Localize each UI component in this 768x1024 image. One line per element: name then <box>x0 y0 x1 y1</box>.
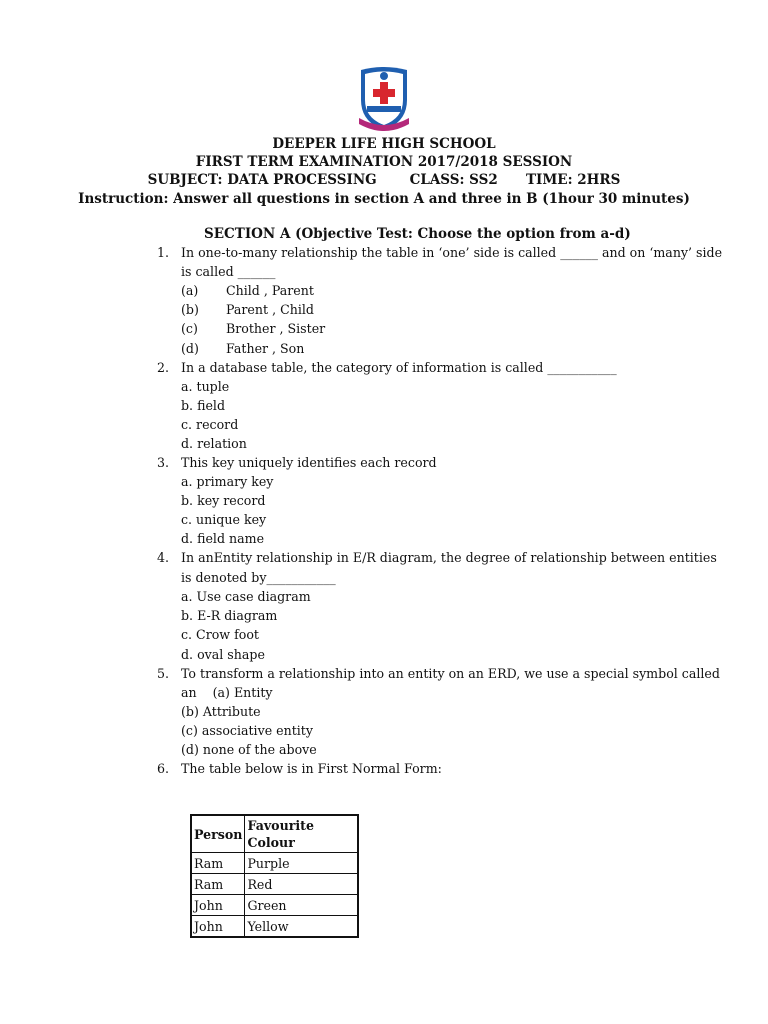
option-letter: (a) <box>181 283 199 298</box>
table-row <box>191 874 358 895</box>
school-crest-logo <box>355 66 413 136</box>
option-text: Brother , Sister <box>226 321 326 336</box>
question-text: This key uniquely identifies each record <box>181 455 437 470</box>
option-line: d. oval shape <box>181 647 265 662</box>
option-text: Parent , Child <box>226 302 314 317</box>
table-cell: Ram <box>191 853 245 874</box>
option-line: b. key record <box>181 493 266 508</box>
option-line: a. primary key <box>181 474 274 489</box>
exam-title: FIRST TERM EXAMINATION 2017/2018 SESSION <box>195 154 573 170</box>
question-text: In one-to-many relationship the table in ‘one’ side is called ______ and on ‘many’ side <box>181 245 723 260</box>
question-text: In a database table, the category of information is called ___________ <box>181 360 617 375</box>
question-text-continued: an (a) Entity <box>181 685 273 700</box>
option-text: Father , Son <box>226 341 305 356</box>
option-line: c. record <box>181 417 239 432</box>
option-line: b. field <box>181 398 226 413</box>
table-cell: Yellow <box>245 916 359 938</box>
table-cell: Purple <box>245 853 359 874</box>
first-normal-form-table <box>190 814 359 938</box>
option-line: a. Use case diagram <box>181 589 311 604</box>
question-text: In anEntity relationship in E/R diagram, the degree of relationship between entities <box>181 550 717 565</box>
option-line: c. unique key <box>181 512 267 527</box>
table-header-cell: Person <box>191 815 245 853</box>
option-letter: (c) <box>181 321 198 336</box>
section-a-title: SECTION A (Objective Test: Choose the option from a-d) <box>204 226 631 242</box>
table-row <box>191 895 358 916</box>
instruction-line: Instruction: Answer all questions in section A and three in B (1hour 30 minutes) <box>78 191 690 207</box>
option-line: (d) none of the above <box>181 742 317 757</box>
table-row <box>191 916 358 938</box>
question-number: 3. <box>157 455 170 470</box>
option-letter: (b) <box>181 302 199 317</box>
question-number: 4. <box>157 550 170 565</box>
question-number: 6. <box>157 761 170 776</box>
question-text: To transform a relationship into an entity on an ERD, we use a special symbol called <box>181 666 720 681</box>
option-line: d. relation <box>181 436 247 451</box>
option-line: (c) associative entity <box>181 723 313 738</box>
school-name: DEEPER LIFE HIGH SCHOOL <box>272 136 496 152</box>
option-line: c. Crow foot <box>181 627 259 642</box>
question-number: 1. <box>157 245 170 260</box>
table-header-row <box>191 815 358 853</box>
subject-line: SUBJECT: DATA PROCESSING CLASS: SS2 TIME: 2HRS <box>147 172 621 188</box>
option-line: a. tuple <box>181 379 230 394</box>
table-header-cell: Favourite Colour <box>245 815 359 853</box>
option-line: b. E-R diagram <box>181 608 278 623</box>
question-number: 5. <box>157 666 170 681</box>
table-cell: Green <box>245 895 359 916</box>
option-line: d. field name <box>181 531 265 546</box>
table-row <box>191 853 358 874</box>
table-cell: John <box>191 895 245 916</box>
question-text-continued: is denoted by___________ <box>181 570 336 585</box>
option-line: (b) Attribute <box>181 704 261 719</box>
question-text: The table below is in First Normal Form: <box>181 761 442 776</box>
question-number: 2. <box>157 360 170 375</box>
option-text: Child , Parent <box>226 283 314 298</box>
table-cell: Red <box>245 874 359 895</box>
table-cell: John <box>191 916 245 938</box>
option-letter: (d) <box>181 341 199 356</box>
question-text-continued: is called ______ <box>181 264 276 279</box>
table-cell: Ram <box>191 874 245 895</box>
